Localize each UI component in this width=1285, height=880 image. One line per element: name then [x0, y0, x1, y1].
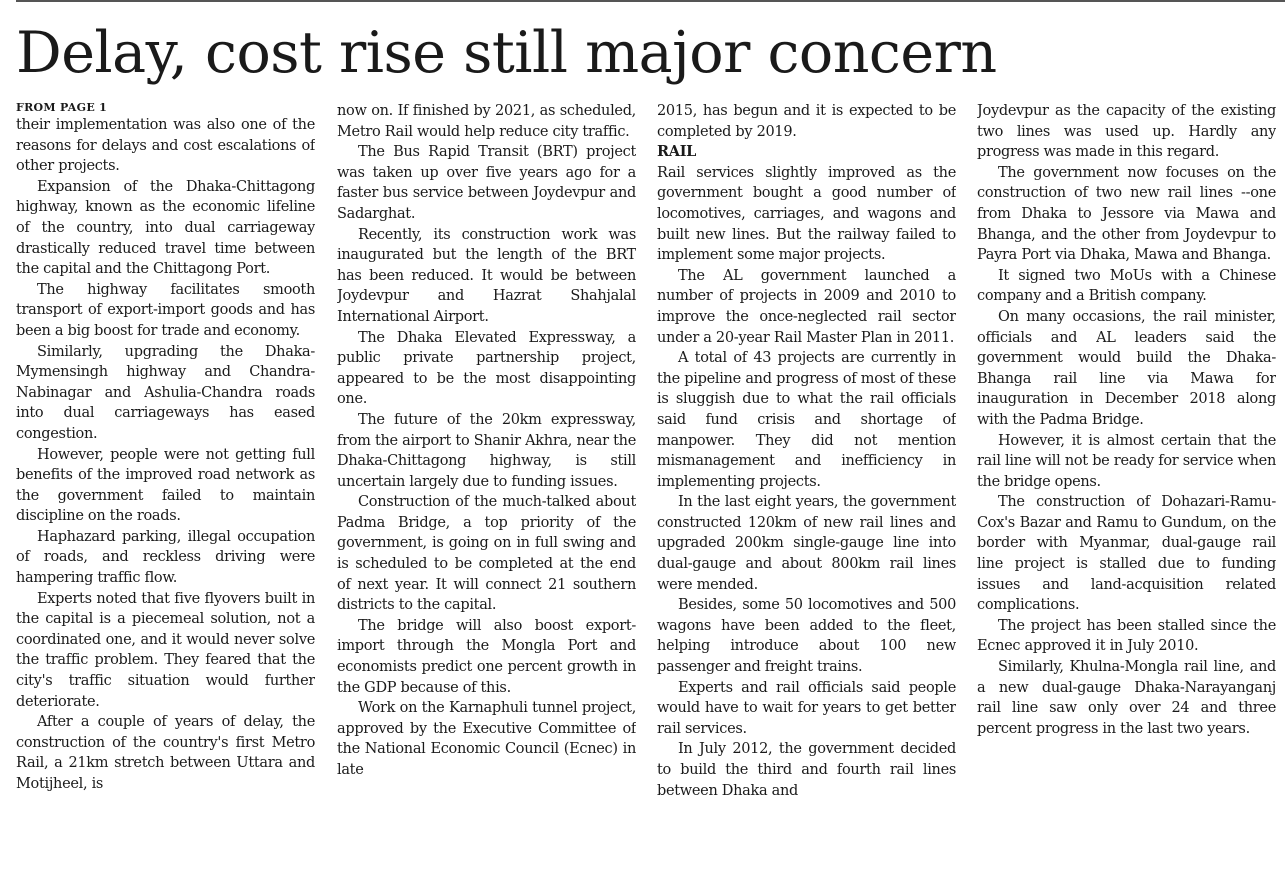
article-column-1: [16, 101, 315, 880]
article-paragraph: Haphazard parking, illegal occupation of roads, and reckless driving were hampering traffic flow.: [16, 528, 315, 587]
article-paragraph: Similarly, Khulna-Mongla rail line, and a new dual-gauge Dhaka-Narayanganj rail line saw only over 24 and three percent progress in the last two years.: [977, 659, 1276, 737]
article-paragraph: The highway facilitates smooth transport of export-import goods and has been a big boost for trade and economy.: [16, 281, 315, 339]
article-paragraph: It signed two MoUs with a Chinese company and a British company.: [977, 267, 1276, 305]
article-paragraph: The future of the 20km expressway, from the airport to Shanir Akhra, near the Dhaka-Chittagong highway, is still uncertain largely due to funding issues.: [337, 411, 636, 490]
article-column-2: [337, 101, 636, 880]
article-paragraph: The Dhaka Elevated Expressway, a public private partnership project, appeared to be the most disappointing one.: [337, 329, 636, 408]
article-paragraph: In the last eight years, the government constructed 120km of new rail lines and upgraded 200km single-gauge line into dual-gauge and about 800km rail lines were mended.: [657, 494, 956, 593]
article-paragraph: Similarly, upgrading the Dhaka-Mymensingh highway and Chandra-Nabinagar and Ashulia-Chandra roads into dual carriageways has eased congestion.: [16, 343, 315, 442]
article-paragraph: their implementation was also one of the reasons for delays and cost escalations of other projects.: [16, 117, 315, 175]
article-column-3: [657, 101, 956, 880]
section-subhead: RAIL: [657, 143, 697, 161]
article-paragraph: In July 2012, the government decided to build the third and fourth rail lines between Dhaka and: [657, 741, 956, 799]
article-paragraph: After a couple of years of delay, the construction of the country's first Metro Rail, a 21km stretch between Uttara and Motijheel, is: [16, 714, 315, 792]
kicker-from-page: FROM PAGE 1: [16, 101, 108, 114]
top-rule: [16, 0, 1285, 2]
article-paragraph: Experts noted that five flyovers built in the capital is a piecemeal solution, not a coordinated one, and it would never solve the traffic problem. They feared that the city's traffic situation would further deteriorate.: [16, 590, 315, 710]
article-paragraph: 2015, has begun and it is expected to be completed by 2019.: [657, 103, 956, 140]
article-paragraph: Joydevpur as the capacity of the existing two lines was used up. Hardly any progress was made in this regard.: [977, 103, 1276, 161]
article-paragraph: However, people were not getting full benefits of the improved road network as the government failed to maintain discipline on the roads.: [16, 446, 315, 525]
article-paragraph: Recently, its construction work was inaugurated but the length of the BRT has been reduced. It would be between Joydevpur and Hazrat Shahjalal International Airport.: [337, 226, 636, 325]
article-paragraph: Experts and rail officials said people would have to wait for years to get better rail services.: [657, 679, 956, 737]
article-paragraph: A total of 43 projects are currently in the pipeline and progress of most of these is sluggish due to what the rail officials said fund crisis and shortage of manpower. They did not mention mismanagement and inefficiency in implementing projects.: [657, 350, 956, 490]
article-paragraph: Besides, some 50 locomotives and 500 wagons have been added to the fleet, helping introduce about 100 new passenger and freight trains.: [657, 597, 956, 676]
article-paragraph: Construction of the much-talked about Padma Bridge, a top priority of the government, is going on in full swing and is scheduled to be completed at the end of next year. It will connect 21 southern districts to the capital.: [337, 494, 636, 614]
article-paragraph: Work on the Karnaphuli tunnel project, approved by the Executive Committee of the National Economic Council (Ecnec) in late: [337, 700, 636, 778]
headline: Delay, cost rise still major concern: [16, 20, 997, 86]
article-column-4: [977, 101, 1276, 880]
article-paragraph: The project has been stalled since the Ecnec approved it in July 2010.: [977, 617, 1276, 655]
article-paragraph: The construction of Dohazari-Ramu-Cox's Bazar and Ramu to Gundum, on the border with Myanmar, dual-gauge rail line project is stalled due to funding issues and land-acquisition related complications.: [977, 494, 1276, 614]
article-paragraph: However, it is almost certain that the rail line will not be ready for service when the bridge opens.: [977, 432, 1276, 490]
article-paragraph: now on. If finished by 2021, as scheduled, Metro Rail would help reduce city traffic.: [337, 103, 636, 140]
article-paragraph: Expansion of the Dhaka-Chittagong highway, known as the economic lifeline of the country, into dual carriageway drastically reduced travel time between the capital and the Chittagong Port.: [16, 178, 315, 278]
article-paragraph: The bridge will also boost export-import through the Mongla Port and economists predict one percent growth in the GDP because of this.: [337, 617, 636, 696]
article-paragraph: Rail services slightly improved as the government bought a good number of locomotives, carriages, and wagons and built new lines. But the railway failed to implement some major projects.: [657, 164, 956, 264]
article-paragraph: The Bus Rapid Transit (BRT) project was taken up over five years ago for a faster bus service between Joydevpur and Sadarghat.: [337, 144, 636, 222]
article-paragraph: The AL government launched a number of projects in 2009 and 2010 to improve the once-neglected rail sector under a 20-year Rail Master Plan in 2011.: [657, 267, 956, 346]
article-paragraph: The government now focuses on the construction of two new rail lines --one from Dhaka to Jessore via Mawa and Bhanga, and the other from Joydevpur to Payra Port via Dhaka, Mawa and Bhanga.: [977, 164, 1276, 264]
article-paragraph: On many occasions, the rail minister, officials and AL leaders said the government would build the Dhaka-Bhanga rail line via Mawa for inauguration in December 2018 along with the Padma Bridge.: [977, 308, 1276, 428]
